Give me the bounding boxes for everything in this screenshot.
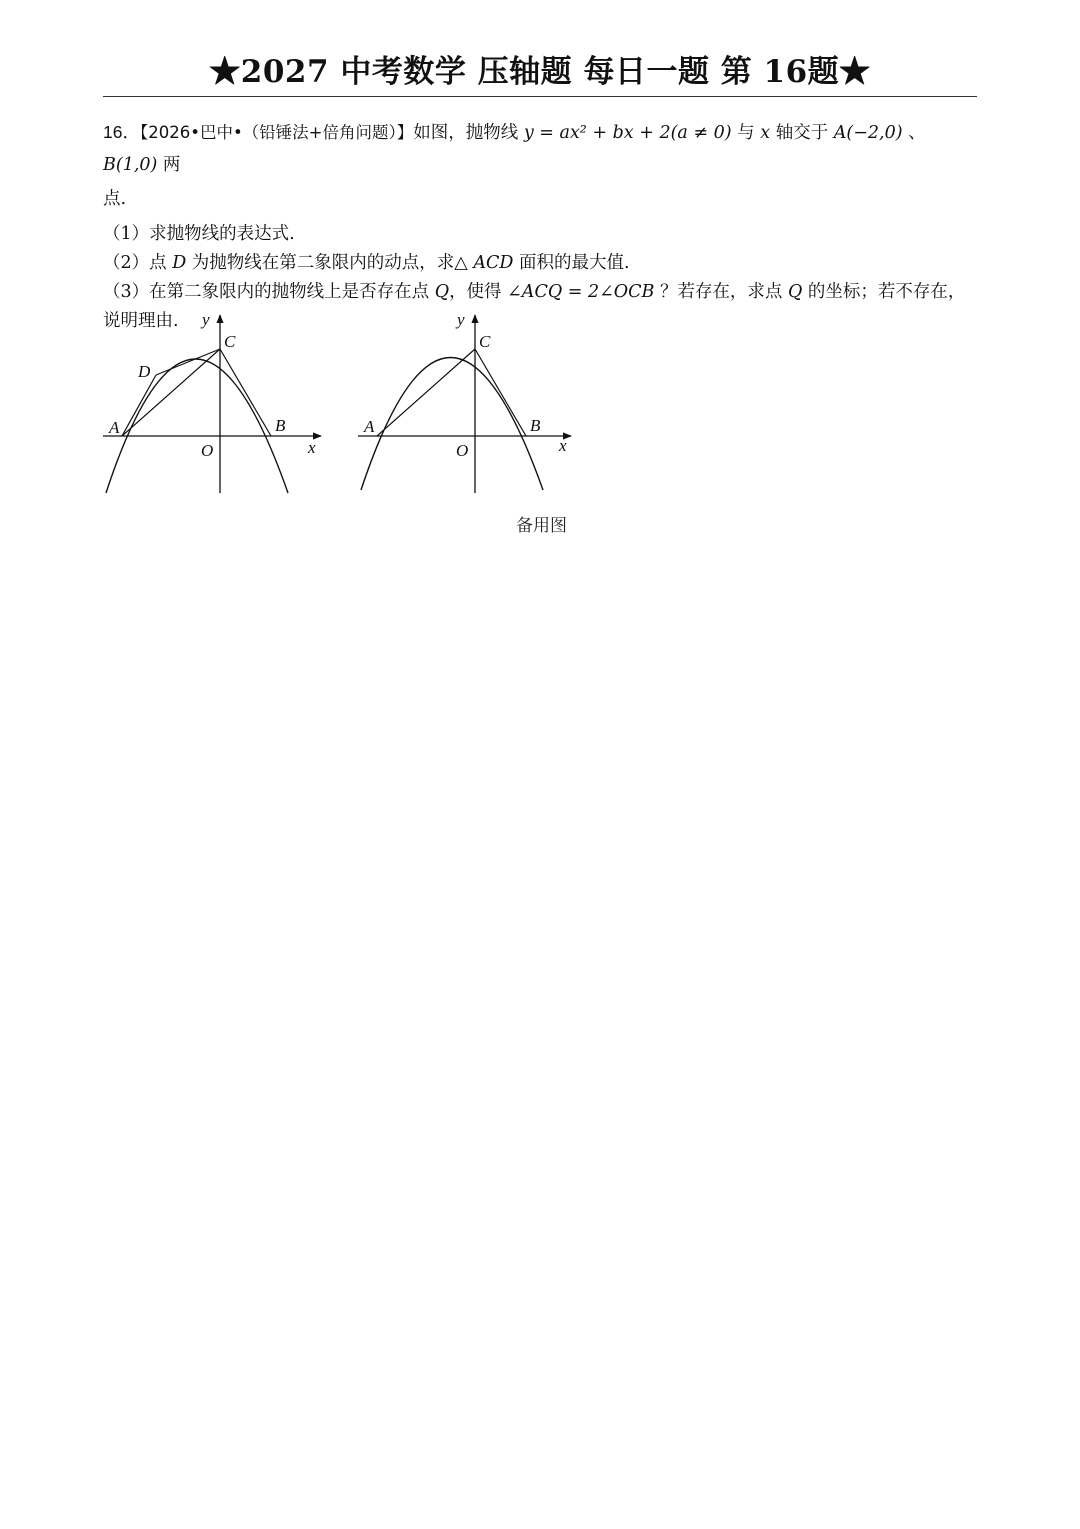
label-a: A	[364, 417, 375, 436]
q2-text-b: 为抛物线在第二象限内的动点，求△	[186, 253, 474, 273]
question-3-end: 说明理由.	[103, 311, 179, 331]
q3-text-a: （3）在第二象限内的抛物线上是否存在点	[103, 282, 435, 302]
intro-text-b: 与	[731, 123, 761, 143]
segment-ac	[122, 349, 220, 436]
problem-statement-end: 点.	[103, 189, 127, 209]
segment-cb	[475, 349, 526, 436]
point-b: B(1,0)	[103, 155, 158, 175]
label-y: y	[457, 310, 465, 329]
intro-text-a: 如图，抛物线	[413, 123, 524, 143]
parabola-equation: y = ax² + bx + 2(a ≠ 0)	[523, 123, 732, 143]
segment-ad	[122, 375, 156, 436]
figure-main	[103, 305, 333, 505]
figures	[103, 305, 583, 536]
label-d: D	[138, 362, 151, 381]
point-a: A(−2,0)	[833, 123, 903, 143]
label-o: O	[201, 441, 214, 460]
q3-text-b: ，使得	[449, 282, 508, 302]
q3-text-d: 的坐标；若不存在，	[802, 282, 966, 302]
q2-text-a: （2）点	[103, 253, 173, 273]
problem-number: 16．	[103, 122, 140, 142]
segment-cb	[220, 349, 271, 436]
label-c: C	[479, 332, 491, 351]
label-a: A	[109, 418, 120, 437]
label-b: B	[275, 416, 286, 435]
label-x: x	[308, 438, 316, 457]
label-x: x	[559, 436, 567, 455]
q2-point-d: D	[172, 253, 187, 273]
parabola-curve	[361, 358, 543, 491]
separator: 、	[902, 123, 926, 143]
q2-triangle: ACD	[473, 253, 514, 273]
label-y: y	[202, 310, 210, 329]
page-title: ★2027 中考数学 压轴题 每日一题 第 16题★	[209, 54, 871, 90]
label-o: O	[456, 441, 469, 460]
problem-source: 【2026•巴中•（铅锤法+倍角问题）】	[139, 123, 414, 142]
q3-point-q: Q	[434, 282, 450, 302]
q3-point-q-2: Q	[788, 282, 803, 302]
figure-backup	[358, 305, 588, 505]
intro-text-c: 轴交于	[770, 123, 834, 143]
q3-angle-condition: ∠ACQ = 2∠OCB	[507, 282, 655, 302]
question-3	[103, 278, 979, 307]
page-header	[103, 52, 977, 97]
label-b: B	[530, 416, 541, 435]
backup-figure-caption: 备用图	[516, 516, 567, 536]
segment-ac	[377, 349, 475, 436]
intro-text-d: 两	[157, 155, 181, 175]
q3-text-c: ？若存在，求点	[654, 282, 788, 302]
q2-text-c: 面积的最大值.	[513, 253, 630, 273]
question-2	[103, 249, 979, 278]
problem-block	[103, 116, 979, 336]
label-c: C	[224, 332, 236, 351]
problem-statement	[103, 116, 979, 181]
x-variable: x	[760, 123, 771, 143]
question-1: （1）求抛物线的表达式.	[103, 224, 295, 244]
